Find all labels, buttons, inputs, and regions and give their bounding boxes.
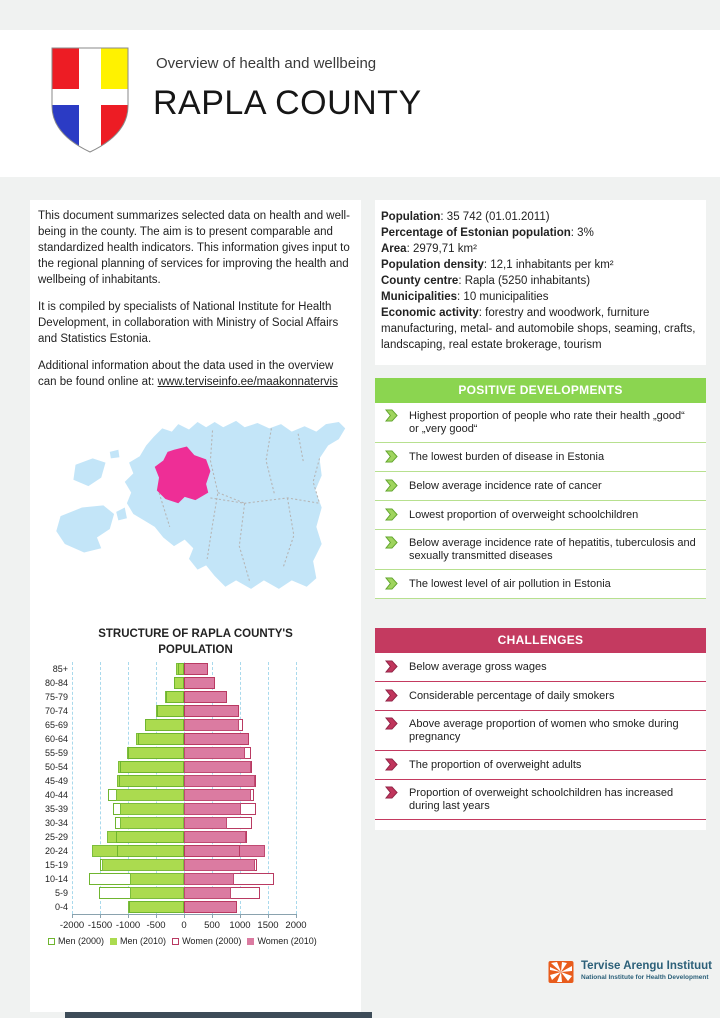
positive-item bbox=[375, 472, 706, 500]
fact-line bbox=[381, 241, 700, 257]
age-group-label: 75-79 bbox=[44, 692, 68, 702]
challenge-item-text: The proportion of overweight adults bbox=[409, 759, 582, 771]
pyramid-x-axis-labels bbox=[59, 920, 307, 932]
page-title: RAPLA COUNTY bbox=[153, 84, 422, 122]
fact-value: : Rapla (5250 inhabitants) bbox=[458, 275, 591, 287]
pyramid-row bbox=[72, 690, 296, 704]
pyramid-row bbox=[72, 816, 296, 830]
fact-line bbox=[381, 225, 700, 241]
pyramid-bar bbox=[184, 761, 251, 773]
pyramid-bar bbox=[117, 845, 184, 857]
age-group-label: 70-74 bbox=[44, 706, 68, 716]
positive-item-text: Lowest proportion of overweight schoolchildren bbox=[409, 509, 639, 521]
challenge-item bbox=[375, 711, 706, 750]
pyramid-bar bbox=[184, 691, 227, 703]
pyramid-row bbox=[72, 872, 296, 886]
pyramid-row bbox=[72, 662, 296, 676]
pyramid-bar bbox=[184, 789, 251, 801]
bottom-page-bar bbox=[65, 1012, 372, 1018]
x-axis-label: 500 bbox=[204, 920, 220, 931]
x-axis-label: -2000 bbox=[59, 920, 85, 931]
intro-paragraph bbox=[38, 358, 355, 390]
axis-tick bbox=[212, 914, 213, 918]
challenge-item bbox=[375, 653, 706, 681]
legend-label: Women (2000) bbox=[182, 936, 242, 946]
pyramid-bar bbox=[102, 859, 184, 871]
arrow-bullet-icon bbox=[385, 786, 398, 799]
pyramid-bar bbox=[184, 817, 227, 829]
axis-tick bbox=[72, 914, 73, 918]
list-separator bbox=[375, 819, 706, 820]
pyramid-bar bbox=[116, 789, 184, 801]
legend-swatch bbox=[110, 938, 117, 945]
pyramid-row bbox=[72, 676, 296, 690]
age-group-label: 25-29 bbox=[44, 832, 68, 842]
age-group-label: 60-64 bbox=[44, 734, 68, 744]
age-group-label: 0-4 bbox=[54, 902, 68, 912]
axis-tick bbox=[128, 914, 129, 918]
legend-label: Men (2010) bbox=[120, 936, 167, 946]
legend-label: Women (2010) bbox=[257, 936, 317, 946]
x-axis-label: -1000 bbox=[115, 920, 141, 931]
age-group-label: 15-19 bbox=[44, 860, 68, 870]
challenges-list bbox=[375, 653, 706, 820]
intro-paragraph-text: Additional information about the data used in the overview can be found online at: bbox=[38, 360, 334, 388]
document-subtitle: Overview of health and wellbeing bbox=[156, 55, 377, 72]
fact-label: Area bbox=[381, 243, 407, 255]
fact-label: Economic activity bbox=[381, 307, 479, 319]
intro-text bbox=[38, 208, 355, 401]
arrow-bullet-icon bbox=[385, 508, 398, 521]
pyramid-row bbox=[72, 704, 296, 718]
pyramid-row bbox=[72, 718, 296, 732]
axis-tick bbox=[156, 914, 157, 918]
pyramid-plot-area bbox=[72, 662, 296, 915]
age-group-label: 20-24 bbox=[44, 846, 68, 856]
pyramid-bar bbox=[184, 859, 255, 871]
pyramid-bar bbox=[166, 691, 184, 703]
county-coat-of-arms-icon bbox=[50, 46, 130, 154]
positive-item bbox=[375, 501, 706, 529]
challenges-panel bbox=[375, 628, 706, 830]
positive-item bbox=[375, 530, 706, 569]
pyramid-row bbox=[72, 900, 296, 914]
fact-line bbox=[381, 257, 700, 273]
fact-label: Population bbox=[381, 211, 441, 223]
pyramid-bar bbox=[157, 705, 184, 717]
positive-developments-panel bbox=[375, 378, 706, 599]
pyramid-row bbox=[72, 886, 296, 900]
pyramid-bar bbox=[184, 705, 239, 717]
fact-label: Percentage of Estonian population bbox=[381, 227, 571, 239]
institute-logo-icon bbox=[548, 960, 574, 984]
pyramid-row bbox=[72, 760, 296, 774]
pyramid-bar bbox=[120, 803, 184, 815]
arrow-bullet-icon bbox=[385, 758, 398, 771]
pyramid-bar bbox=[119, 775, 184, 787]
arrow-bullet-icon bbox=[385, 689, 398, 702]
positive-developments-list bbox=[375, 403, 706, 599]
legend-swatch bbox=[247, 938, 254, 945]
fact-label: Municipalities bbox=[381, 291, 458, 303]
pyramid-bar bbox=[145, 719, 184, 731]
pyramid-legend bbox=[42, 936, 317, 946]
pyramid-row bbox=[72, 746, 296, 760]
pyramid-bar bbox=[184, 845, 240, 857]
x-axis-label: 1000 bbox=[229, 920, 251, 931]
pyramid-bar bbox=[128, 747, 184, 759]
list-separator bbox=[375, 598, 706, 599]
pyramid-bar bbox=[184, 873, 234, 885]
pyramid-bar bbox=[129, 901, 184, 913]
pyramid-row bbox=[72, 732, 296, 746]
estonia-map bbox=[52, 396, 357, 602]
fact-value: : 12,1 inhabitants per km² bbox=[483, 259, 614, 271]
county-facts bbox=[375, 200, 706, 365]
challenge-item-text: Above average proportion of women who smoke during pregnancy bbox=[409, 718, 679, 743]
pyramid-bar bbox=[184, 831, 246, 843]
legend-swatch bbox=[172, 938, 179, 945]
pyramid-bar bbox=[184, 887, 231, 899]
fact-value: : 10 municipalities bbox=[457, 291, 549, 303]
terviseinfo-link[interactable]: www.terviseinfo.ee/maakonnatervis bbox=[157, 376, 338, 388]
x-axis-label: 0 bbox=[181, 920, 187, 931]
fact-value: : forestry and woodwork, furniture manufacturing, metal- and automobile shops, seaming, crafts, landscaping, real estate brokerage, tourism bbox=[381, 307, 696, 351]
header-band bbox=[0, 30, 720, 177]
pyramid-bar bbox=[184, 733, 249, 745]
fact-line bbox=[381, 305, 700, 353]
positive-item bbox=[375, 403, 706, 442]
institute-name-english: National Institute for Health Development bbox=[581, 974, 709, 981]
fact-label: Population density bbox=[381, 259, 484, 271]
pyramid-bar bbox=[116, 831, 184, 843]
age-group-label: 40-44 bbox=[44, 790, 68, 800]
challenge-item-text: Below average gross wages bbox=[409, 661, 547, 673]
population-pyramid-chart bbox=[30, 662, 361, 962]
positive-item-text: Below average incidence rate of hepatitis, tuberculosis and sexually transmitted diseases bbox=[409, 537, 696, 562]
age-group-label: 30-34 bbox=[44, 818, 68, 828]
arrow-bullet-icon bbox=[385, 479, 398, 492]
positive-item bbox=[375, 443, 706, 471]
age-group-label: 10-14 bbox=[44, 874, 68, 884]
pyramid-bar bbox=[120, 761, 184, 773]
fact-value: : 35 742 (01.01.2011) bbox=[440, 211, 550, 223]
arrow-bullet-icon bbox=[385, 450, 398, 463]
fact-line bbox=[381, 289, 700, 305]
institute-logo bbox=[548, 960, 712, 984]
challenge-item bbox=[375, 751, 706, 779]
pyramid-bar bbox=[174, 677, 184, 689]
arrow-bullet-icon bbox=[385, 536, 398, 549]
pyramid-row bbox=[72, 802, 296, 816]
age-group-label: 65-69 bbox=[44, 720, 68, 730]
pyramid-bar bbox=[130, 873, 184, 885]
arrow-bullet-icon bbox=[385, 409, 398, 422]
pyramid-bar bbox=[138, 733, 184, 745]
axis-tick bbox=[184, 914, 185, 918]
positive-item-text: The lowest level of air pollution in Estonia bbox=[409, 578, 611, 590]
positive-item-text: Highest proportion of people who rate their health „good“ or „very good“ bbox=[409, 410, 685, 435]
fact-value: : 3% bbox=[570, 227, 594, 239]
age-group-label: 50-54 bbox=[44, 762, 68, 772]
age-group-label: 45-49 bbox=[44, 776, 68, 786]
pyramid-bar bbox=[184, 719, 239, 731]
positive-developments-header: POSITIVE DEVELOPMENTS bbox=[375, 378, 706, 403]
age-group-label: 80-84 bbox=[44, 678, 68, 688]
positive-item-text: Below average incidence rate of cancer bbox=[409, 480, 602, 492]
fact-label: County centre bbox=[381, 275, 459, 287]
pyramid-bar bbox=[184, 901, 237, 913]
x-axis-label: -1500 bbox=[87, 920, 113, 931]
axis-tick bbox=[268, 914, 269, 918]
axis-tick bbox=[240, 914, 241, 918]
positive-item bbox=[375, 570, 706, 598]
arrow-bullet-icon bbox=[385, 660, 398, 673]
axis-tick bbox=[296, 914, 297, 918]
arrow-bullet-icon bbox=[385, 717, 398, 730]
challenge-item-text: Considerable percentage of daily smokers bbox=[409, 690, 615, 702]
legend-label: Men (2000) bbox=[58, 936, 105, 946]
x-axis-label: 1500 bbox=[257, 920, 279, 931]
arrow-bullet-icon bbox=[385, 577, 398, 590]
fact-line bbox=[381, 209, 700, 225]
gridline bbox=[296, 662, 297, 914]
fact-line bbox=[381, 273, 700, 289]
challenge-item bbox=[375, 780, 706, 819]
x-axis-label: -500 bbox=[146, 920, 166, 931]
chart-title: STRUCTURE OF RAPLA COUNTY'S POPULATION bbox=[98, 628, 293, 656]
pyramid-row bbox=[72, 830, 296, 844]
pyramid-age-labels bbox=[32, 662, 68, 914]
pyramid-row bbox=[72, 774, 296, 788]
challenge-item bbox=[375, 682, 706, 710]
x-axis-label: 2000 bbox=[285, 920, 307, 931]
legend-swatch bbox=[48, 938, 55, 945]
age-group-label: 5-9 bbox=[54, 888, 68, 898]
estonia-landmass bbox=[56, 421, 345, 589]
age-group-label: 35-39 bbox=[44, 804, 68, 814]
intro-paragraph: It is compiled by specialists of National Institute for Health Development, in collaboration with Ministry of Social Affairs and Statistics Estonia. bbox=[38, 301, 339, 345]
age-group-label: 85+ bbox=[52, 664, 68, 674]
pyramid-bar bbox=[120, 817, 184, 829]
challenges-header: CHALLENGES bbox=[375, 628, 706, 653]
fact-value: : 2979,71 km² bbox=[406, 243, 477, 255]
pyramid-bar bbox=[184, 775, 255, 787]
pyramid-bar bbox=[184, 803, 241, 815]
challenge-item-text: Proportion of overweight schoolchildren has increased during last years bbox=[409, 787, 674, 812]
pyramid-row bbox=[72, 788, 296, 802]
pyramid-bar bbox=[184, 677, 215, 689]
age-group-label: 55-59 bbox=[44, 748, 68, 758]
pyramid-row bbox=[72, 844, 296, 858]
axis-tick bbox=[100, 914, 101, 918]
positive-item-text: The lowest burden of disease in Estonia bbox=[409, 451, 605, 463]
pyramid-bar bbox=[184, 663, 208, 675]
institute-name: Tervise Arengu Instituut bbox=[581, 960, 712, 972]
intro-paragraph: This document summarizes selected data on health and well-being in the county. The aim is to present comparable and standardized health indicators. This information gives input to the regional planning of services for improving the health and wellbeing of inhabitants. bbox=[38, 210, 350, 286]
left-column bbox=[30, 200, 361, 1012]
pyramid-row bbox=[72, 858, 296, 872]
pyramid-bar bbox=[130, 887, 184, 899]
pyramid-bar bbox=[184, 747, 245, 759]
